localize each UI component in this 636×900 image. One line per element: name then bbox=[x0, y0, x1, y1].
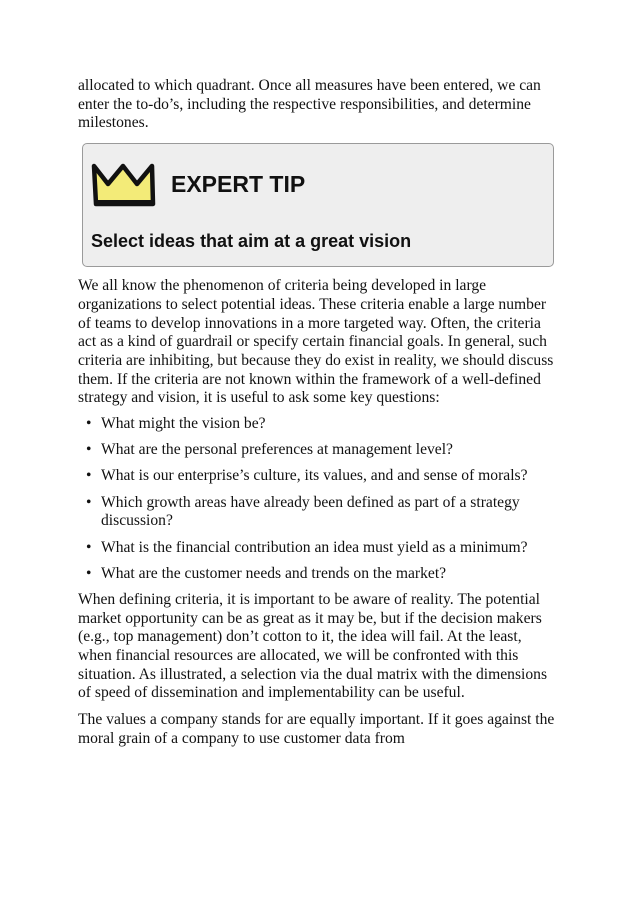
expert-tip-heading: EXPERT TIP bbox=[171, 171, 306, 198]
list-item bbox=[78, 415, 556, 434]
list-item-text: What is the financial contribution an idea must yield as a minimum? bbox=[101, 538, 528, 556]
list-item-text: What might the vision be? bbox=[101, 415, 266, 433]
list-item-text: Which growth areas have already been defined as part of a strategy discussion? bbox=[101, 493, 520, 530]
list-item bbox=[78, 467, 556, 486]
list-item-text: What are the customer needs and trends on the market? bbox=[101, 564, 447, 582]
list-item bbox=[78, 539, 556, 558]
bullet-glyph: • bbox=[86, 441, 92, 459]
expert-tip-subtitle: Select ideas that aim at a great vision bbox=[91, 231, 412, 252]
bullet-glyph: • bbox=[86, 467, 92, 485]
key-questions-list bbox=[78, 415, 556, 583]
list-item bbox=[78, 494, 556, 531]
expert-tip-box bbox=[82, 143, 554, 267]
list-item-text: What is our enterprise’s culture, its values, and and sense of morals? bbox=[101, 467, 528, 485]
page-content bbox=[78, 77, 556, 749]
bullet-glyph: • bbox=[86, 493, 92, 511]
crown-icon bbox=[89, 160, 159, 210]
defining-criteria-paragraph: When defining criteria, it is important to be aware of reality. The potential market opportunity can be as great as it may be, but if the decision makers (e.g., top management) don’t cotton to it, the idea will fail. At the least, when financial resources are allocated, we will be confronted with this situation. As illustrated, a selection via the dual matrix with the dimensions of speed of dissemination and implementability can be useful. bbox=[78, 590, 548, 702]
criteria-paragraph: We all know the phenomenon of criteria being developed in large organizations to select potential ideas. These criteria enable a large number of teams to develop innovations in a more targeted way. Often, the criteria act as a kind of guardrail or specify certain financial goals. In general, such criteria are inhibiting, but because they do exist in reality, we should discuss them. If the criteria are not known within the framework of a well-defined strategy and vision, it is useful to ask some key questions: bbox=[78, 277, 554, 407]
intro-paragraph: allocated to which quadrant. Once all measures have been entered, we can enter the to-do’s, including the respective responsibilities, and determine milestones. bbox=[78, 77, 541, 132]
values-paragraph: The values a company stands for are equally important. If it goes against the moral grain of a company to use customer data from bbox=[78, 711, 555, 747]
list-item-text: What are the personal preferences at management level? bbox=[101, 441, 453, 459]
bullet-glyph: • bbox=[86, 415, 92, 433]
bullet-glyph: • bbox=[86, 538, 92, 556]
list-item bbox=[78, 441, 556, 460]
bullet-glyph: • bbox=[86, 564, 92, 582]
list-item bbox=[78, 565, 556, 584]
